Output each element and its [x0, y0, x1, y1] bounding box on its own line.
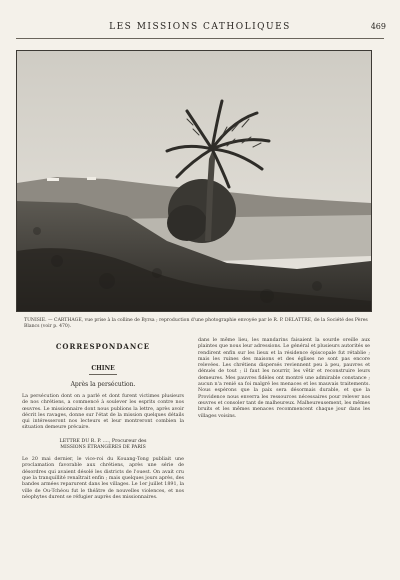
left-body-text: Le 20 mai dernier, le vice-roi du Kouang-Tong publiait une proclamation favorable aux chrétiens, après une série de désordres qui avaient désolé les districts de l'ouest. On avait cru que la tranquillité renaîtrait enfin ; mais quelques jours après, des bandes armées reparurent dans les villages. Le 1er juillet 1891, la ville de Ou-Tchéou fut le théâtre de nouvelles violences, et nos néophytes durent se réfugier auprès des missionnaires. — [22, 457, 184, 500]
photo-caption: TUNISIE. — CARTHAGE, vue prise à la colline de Byrsa ; reproduction d'une photographie envoyée par le R. P. DELATTRE, de la Société des Pères Blancs (voir p. 470). — [24, 318, 368, 330]
journal-title: LES MISSIONS CATHOLIQUES — [109, 22, 291, 32]
section-heading: Après la persécution. — [70, 381, 136, 388]
page-number: 469 — [370, 22, 386, 31]
left-column — [22, 338, 184, 501]
photograph — [16, 50, 372, 312]
section-title: CORRESPONDANCE — [55, 342, 151, 351]
country-rule — [89, 374, 117, 375]
header-rule — [16, 38, 384, 39]
right-body-text: dans le même lieu, les mandarins faisaient la sourde oreille aux plaintes que nous leur adressions. Le général et plusieurs autorités se rendirent enfin sur les lieux et la résidence épiscopale fut rétablie ; mais les ruines des maisons et des églises ne sont pas encore relevées. Les chrétiens dispersés reviennent peu à peu, pauvres et dénués de tout ; il faut les nourrir, les vêtir et reconstruire leurs demeures. Mes pauvres fidèles ont montré une admirable constance ; aucun n'a renié sa foi malgré les menaces et les mauvais traitements. Nous espérons que la paix sera désormais durable, et que la Providence nous enverra les ressources nécessaires pour relever nos œuvres et consoler tant de malheureux. Malheureusement, les mêmes bruits et les mêmes menaces recommencent chaque jour dans les villages voisins. — [198, 338, 370, 419]
intro-paragraph: La persécution dont on a parlé et dont furent victimes plusieurs de nos chrétiens, a commencé à soulever les esprits contre nos œuvres. Le missionnaire dont nous publions la lettre, après avoir décrit les ravages, donne sur l'état de la mission quelques détails qui intéresseront nos lecteurs et leur montreront combien la situation demeure précaire. — [22, 394, 184, 431]
landscape-photo — [17, 51, 371, 311]
running-header — [12, 22, 388, 36]
section-country: CHINE — [91, 365, 115, 372]
letter-heading-line-2: MISSIONS ÉTRANGÈRES DE PARIS — [60, 445, 146, 451]
right-column — [198, 338, 370, 420]
letter-heading: LETTRE DU R. P. ...., Procureur des — [59, 438, 147, 444]
